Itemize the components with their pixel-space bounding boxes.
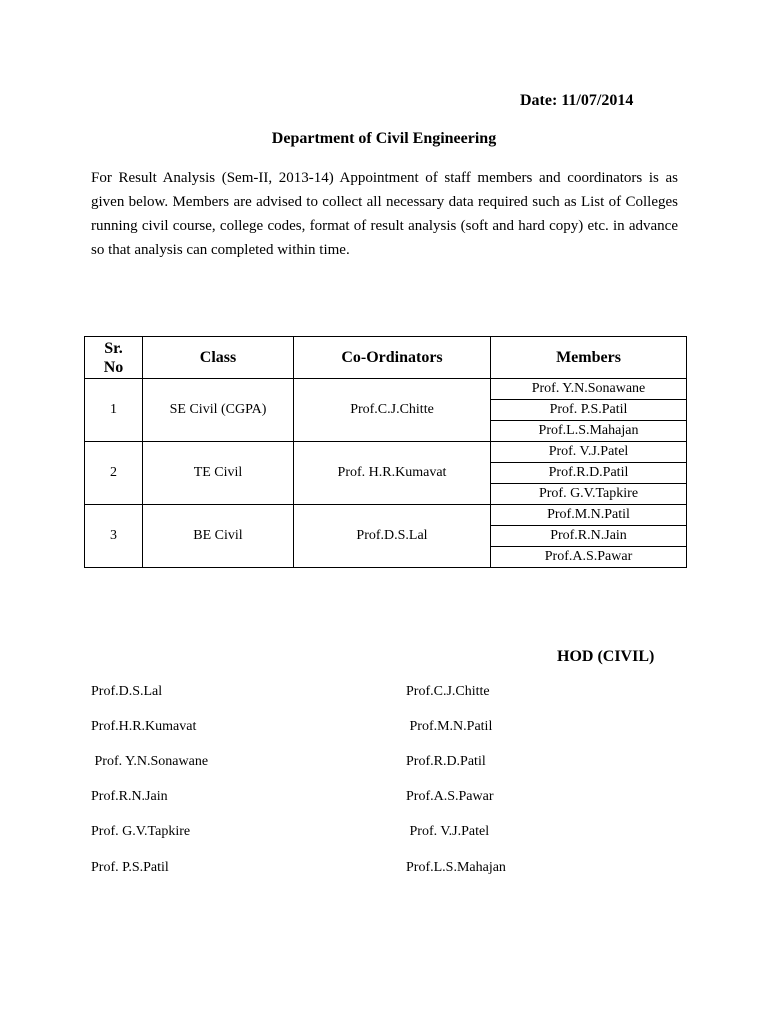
header-class: Class — [143, 337, 294, 379]
signature-name: Prof.C.J.Chitte — [406, 684, 490, 699]
class-cell: SE Civil (CGPA) — [143, 379, 294, 442]
table-row — [85, 505, 687, 526]
member-cell: Prof.A.S.Pawar — [491, 547, 687, 568]
sr-no-cell: 3 — [85, 505, 143, 568]
signature-name: Prof. G.V.Tapkire — [91, 824, 191, 839]
signature-name: Prof.D.S.Lal — [91, 684, 163, 699]
table-row — [85, 442, 687, 463]
signature-name: Prof.H.R.Kumavat — [91, 719, 197, 734]
signature-name: Prof. V.J.Patel — [406, 824, 490, 839]
table-header-row — [85, 337, 687, 379]
department-title: Department of Civil Engineering — [271, 130, 497, 147]
class-cell: TE Civil — [143, 442, 294, 505]
signature-name: Prof.R.D.Patil — [406, 754, 486, 769]
member-cell: Prof.R.D.Patil — [491, 463, 687, 484]
signature-name: Prof.R.N.Jain — [91, 789, 168, 804]
header-members: Members — [491, 337, 687, 379]
signature-name: Prof. P.S.Patil — [91, 860, 169, 875]
member-cell: Prof. V.J.Patel — [491, 442, 687, 463]
member-cell: Prof.L.S.Mahajan — [491, 421, 687, 442]
member-cell: Prof.M.N.Patil — [491, 505, 687, 526]
document-date: Date: 11/07/2014 — [520, 92, 634, 109]
member-cell: Prof. Y.N.Sonawane — [491, 379, 687, 400]
member-cell: Prof. G.V.Tapkire — [491, 484, 687, 505]
member-cell: Prof. P.S.Patil — [491, 400, 687, 421]
class-cell: BE Civil — [143, 505, 294, 568]
hod-label: HOD (CIVIL) — [557, 648, 655, 665]
coordinator-cell: Prof. H.R.Kumavat — [294, 442, 491, 505]
intro-paragraph: For Result Analysis (Sem-II, 2013-14) Appointment of staff members and coordinators is as given below. Members are advised to collect all necessary data required such as List of Colleges running civil course, college codes, format of result analysis (soft and hard copy) etc. in advance so that analysis can completed within time. — [91, 170, 678, 258]
coordinator-cell: Prof.C.J.Chitte — [294, 379, 491, 442]
staff-assignment-table — [84, 336, 687, 568]
sr-no-cell: 2 — [85, 442, 143, 505]
signature-name: Prof.M.N.Patil — [406, 719, 493, 734]
table-row — [85, 379, 687, 400]
coordinator-cell: Prof.D.S.Lal — [294, 505, 491, 568]
header-sr-no: Sr. No — [85, 337, 143, 379]
member-cell: Prof.R.N.Jain — [491, 526, 687, 547]
signature-name: Prof.L.S.Mahajan — [406, 860, 506, 875]
header-coordinators: Co-Ordinators — [294, 337, 491, 379]
sr-no-cell: 1 — [85, 379, 143, 442]
signature-name: Prof. Y.N.Sonawane — [91, 754, 209, 769]
signature-name: Prof.A.S.Pawar — [406, 789, 494, 804]
